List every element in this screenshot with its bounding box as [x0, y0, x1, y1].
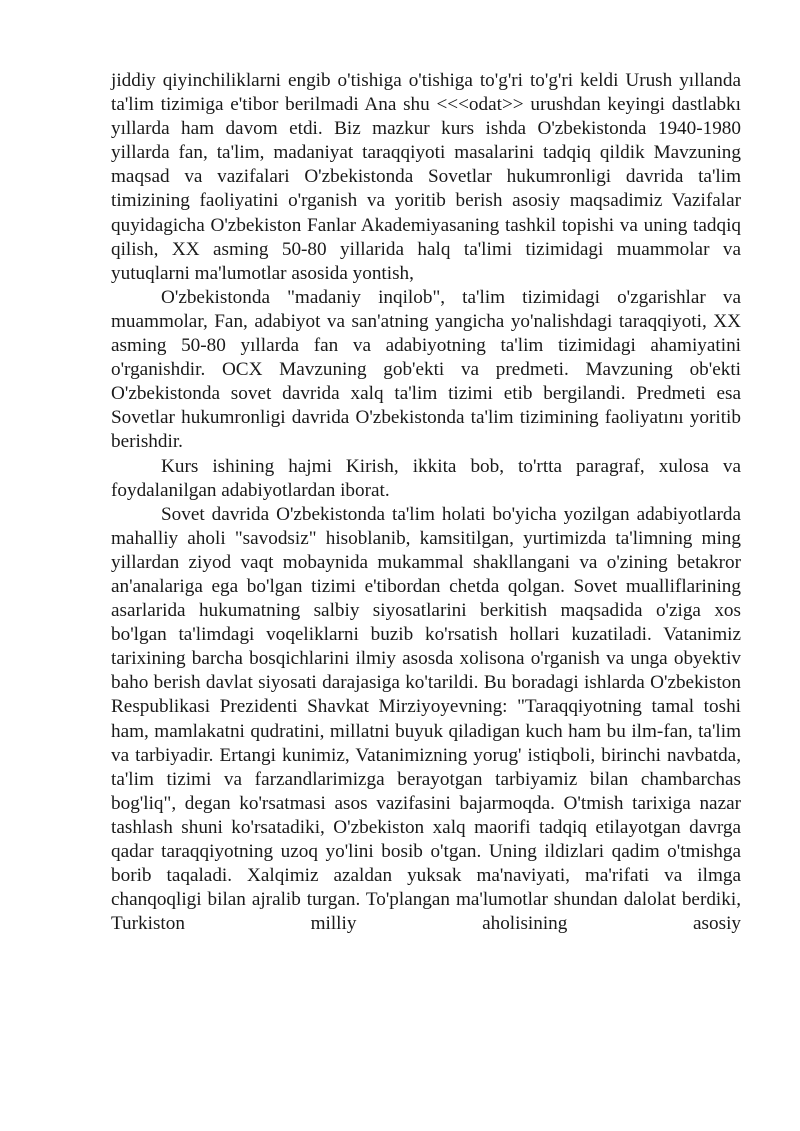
paragraph-structure: Kurs ishining hajmi Kirish, ikkita bob, to'rtta paragraf, xulosa va foydalanilgan adabiyotlardan iborat. [111, 455, 741, 501]
paragraph-aims: O'zbekistonda "madaniy inqilob", ta'lim tizimidagi o'zgarishlar va muammolar, Fan, adabiyot va san'atning yangicha yo'nalishdagi taraqqiyoti, XX asming 50-80 yıllarda fan va adabiyotning ta'lim tizimidagi ahamiyatini o'rganishdir. OCX Mavzuning gob'ekti va predmeti. Mavzuning ob'ekti O'zbekistonda sovet davrida xalq ta'lim tizimi etib bergilandi. Predmeti esa Sovetlar hukumronligi davrida O'zbekistonda ta'lim tizimining faoliyatını yoritib berishdir. [111, 286, 741, 453]
paragraph-soviet-literature: Sovet davrida O'zbekistonda ta'lim holati bo'yicha yozilgan adabiyotlarda mahalliy aholi "savodsiz" hisoblanib, kamsitilgan, yurtimizda ta'limning ming yillardan ziyod vaqt mobaynida mukammal shakllangani va o'zining betakror an'analariga ega bo'lgan tizimi e'tibordan chetda qolgan. Sovet mualliflarining asarlarida hukumatning salbiy siyosatlarini berkitish maqsadida o'ziga xos bo'lgan ta'limdagi voqeliklarni buzib ko'rsatish hollari kuzatiladi. Vatanimiz tarixining barcha bosqichlarini ilmiy asosda xolisona o'rganish va unga obyektiv baho berish davlat siyosati darajasiga ko'tarildi. Bu boradagi ishlarda O'zbekiston Respublikasi Prezidenti Shavkat Mirziyoyevning: "Taraqqiyotning tamal toshi ham, mamlakatni qudratini, millatni buyuk qiladigan kuch ham bu ilm-fan, ta'lim va tarbiyadir. Ertangi kunimiz, Vatanimizning yorug' istiqboli, birinchi navbatda, ta'lim tizimi va farzandlarimizga berayotgan tarbiyamiz bilan chambarchas bog'liq", degan ko'rsatmasi asos vazifasini bajarmoqda. O'tmish tarixiga nazar tashlash shuni ko'rsatadiki, O'zbekiston xalq maorifi tadqiq etilayotgan davrga qadar taraqqiyotning uzoq yo'lini bosib o'tgan. Uning ildizlari qadim o'tmishga borib taqaladi. Xalqimiz azaldan yuksak ma'naviyati, ma'rifati va ilmga chanqoqligi bilan ajralib turgan. To'plangan ma'lumotlar shundan dalolat berdiki, Turkiston milliy aholisining asosiy [111, 503, 741, 935]
paragraph-continuation: jiddiy qiyinchiliklarni engib o'tishiga o'tishiga to'g'ri to'g'ri keldi Urush yıllanda ta'lim tizimiga e'tibor berilmadi Ana shu <<<odat>> urushdan keyingi dastlabkı yıllarda ham davom etdi. Biz mazkur kurs ishda O'zbekistonda 1940-1980 yillarda fan, ta'lim, madaniyat taraqqiyoti masalarini tadqiq qildik Mavzuning maqsad va vazifalari O'zbekistonda Sovetlar hukumronligi davrida ta'lim timizining faoliyatini o'rganish va yoritib berish asosiy maqsadimiz Vazifalar quyidagicha O'zbekiston Fanlar Akademiyasaning tashkil topishi va uning tadqiq qilish, XX asming 50-80 yillarida halq ta'limi tizimidagi muammolar va yutuqlarni ma'lumotlar asosida yontish, [111, 70, 741, 284]
document-page [111, 69, 741, 936]
